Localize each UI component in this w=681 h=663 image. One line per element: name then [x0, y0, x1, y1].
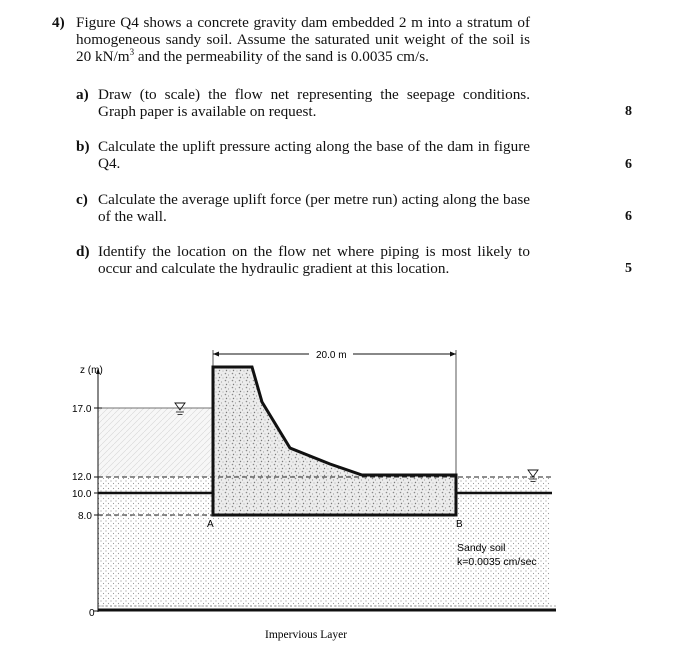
impervious-layer-label: Impervious Layer — [265, 629, 348, 641]
marks-a: 8 — [625, 104, 632, 119]
marks-c: 6 — [625, 209, 632, 224]
elevation-17: 17.0 — [72, 404, 92, 415]
question-number: 4) — [52, 14, 65, 31]
intro-text-end: and the permeability of the sand is 0.0035 cm/s. — [134, 48, 429, 65]
elevation-10: 10.0 — [72, 489, 92, 500]
dimension-arrow-right — [450, 352, 456, 357]
part-text: Calculate the average uplift force (per metre run) acting along the base of the wall. — [98, 191, 530, 225]
part-label: c) — [76, 191, 88, 208]
soil-upstream-top — [98, 477, 213, 493]
concrete-dam — [213, 367, 456, 515]
part-label: b) — [76, 138, 90, 155]
elevation-8: 8.0 — [78, 511, 92, 522]
reservoir-water — [98, 408, 213, 477]
elevation-0: 0 — [89, 608, 95, 619]
soil-name: Sandy soil — [457, 542, 506, 554]
marks-d: 5 — [625, 261, 632, 276]
part-text: Calculate the uplift pressure acting along the base of the dam in figure Q4. — [98, 138, 530, 172]
axis-label: z (m) — [80, 365, 103, 376]
soil-permeability: k=0.0035 cm/sec — [457, 556, 537, 568]
dimension-arrow-left — [213, 352, 219, 357]
part-label: d) — [76, 243, 90, 260]
intro-text: Figure Q4 shows a concrete gravity dam embedded 2 m into a stratum of homogeneous sandy soil. Assume the saturated unit weight of the soil is 20 kN/m — [76, 14, 530, 65]
question-intro — [76, 14, 530, 65]
marks-b: 6 — [625, 157, 632, 172]
figure-q4-dam-diagram — [0, 330, 681, 663]
part-text: Identify the location on the flow net where piping is most likely to occur and calculate the hydraulic gradient at this location. — [98, 243, 530, 277]
part-text: Draw (to scale) the flow net representing the seepage conditions. Graph paper is available on request. — [98, 86, 530, 120]
dimension-label: 20.0 m — [316, 350, 347, 361]
unit-superscript: 3 — [129, 47, 135, 57]
point-b-label: B — [456, 519, 463, 530]
elevation-12: 12.0 — [72, 472, 92, 483]
point-a-label: A — [207, 519, 214, 530]
part-label: a) — [76, 86, 89, 103]
